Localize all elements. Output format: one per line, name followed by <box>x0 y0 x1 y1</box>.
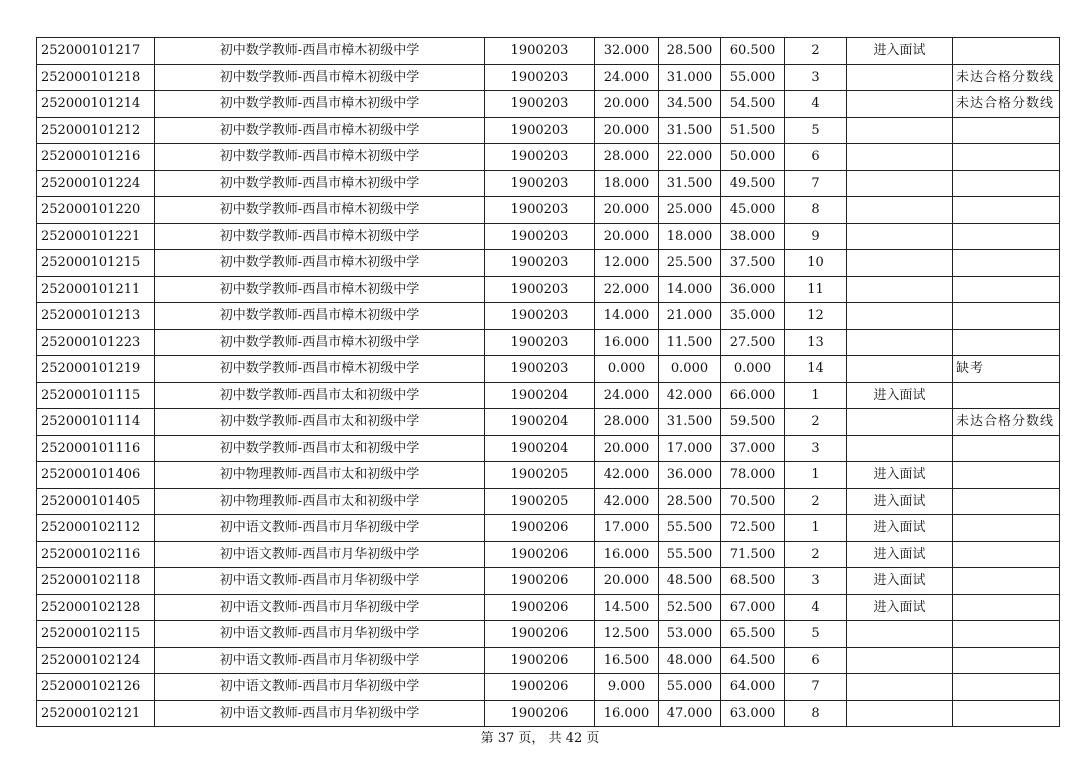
written-score-cell: 0.000 <box>595 356 659 383</box>
remark-cell <box>953 250 1060 277</box>
interview-score-cell: 31.500 <box>659 409 721 436</box>
total-score-cell: 37.500 <box>721 250 785 277</box>
table-row <box>37 382 1060 409</box>
interview-score-cell: 21.000 <box>659 303 721 330</box>
candidate-id-cell: 252000102124 <box>37 647 155 674</box>
remark-cell: 缺考 <box>953 356 1060 383</box>
position-name-cell: 初中数学教师-西昌市樟木初级中学 <box>155 276 485 303</box>
total-score-cell: 78.000 <box>721 462 785 489</box>
rank-cell: 10 <box>785 250 847 277</box>
table-row <box>37 647 1060 674</box>
candidate-id-cell: 252000101406 <box>37 462 155 489</box>
position-code-cell: 1900204 <box>485 409 595 436</box>
candidate-id-cell: 252000102128 <box>37 594 155 621</box>
interview-status-cell: 进入面试 <box>847 515 953 542</box>
interview-status-cell: 进入面试 <box>847 38 953 65</box>
position-code-cell: 1900206 <box>485 594 595 621</box>
position-code-cell: 1900206 <box>485 700 595 727</box>
interview-status-cell: 进入面试 <box>847 568 953 595</box>
table-body <box>37 38 1060 727</box>
interview-status-cell <box>847 700 953 727</box>
written-score-cell: 20.000 <box>595 117 659 144</box>
written-score-cell: 28.000 <box>595 144 659 171</box>
candidate-id-cell: 252000102121 <box>37 700 155 727</box>
rank-cell: 9 <box>785 223 847 250</box>
table-row <box>37 621 1060 648</box>
written-score-cell: 16.000 <box>595 329 659 356</box>
position-code-cell: 1900203 <box>485 356 595 383</box>
remark-cell <box>953 117 1060 144</box>
remark-cell <box>953 541 1060 568</box>
interview-status-cell <box>847 170 953 197</box>
position-name-cell: 初中语文教师-西昌市月华初级中学 <box>155 647 485 674</box>
table-row <box>37 700 1060 727</box>
interview-status-cell <box>847 223 953 250</box>
candidate-id-cell: 252000101224 <box>37 170 155 197</box>
remark-cell <box>953 515 1060 542</box>
table-row <box>37 170 1060 197</box>
total-score-cell: 64.000 <box>721 674 785 701</box>
remark-cell <box>953 276 1060 303</box>
interview-status-cell <box>847 435 953 462</box>
position-name-cell: 初中数学教师-西昌市樟木初级中学 <box>155 303 485 330</box>
remark-cell <box>953 329 1060 356</box>
interview-score-cell: 22.000 <box>659 144 721 171</box>
position-name-cell: 初中数学教师-西昌市太和初级中学 <box>155 435 485 462</box>
interview-score-cell: 17.000 <box>659 435 721 462</box>
rank-cell: 2 <box>785 488 847 515</box>
interview-status-cell <box>847 329 953 356</box>
remark-cell <box>953 488 1060 515</box>
table-row <box>37 38 1060 65</box>
position-code-cell: 1900203 <box>485 170 595 197</box>
interview-score-cell: 55.000 <box>659 674 721 701</box>
remark-cell <box>953 594 1060 621</box>
table-row <box>37 515 1060 542</box>
position-name-cell: 初中数学教师-西昌市樟木初级中学 <box>155 223 485 250</box>
rank-cell: 5 <box>785 117 847 144</box>
remark-cell: 未达合格分数线 <box>953 64 1060 91</box>
remark-cell <box>953 382 1060 409</box>
total-score-cell: 49.500 <box>721 170 785 197</box>
table-row <box>37 223 1060 250</box>
interview-score-cell: 25.500 <box>659 250 721 277</box>
rank-cell: 1 <box>785 382 847 409</box>
total-score-cell: 60.500 <box>721 38 785 65</box>
interview-status-cell <box>847 64 953 91</box>
rank-cell: 4 <box>785 594 847 621</box>
interview-status-cell <box>847 144 953 171</box>
position-code-cell: 1900203 <box>485 250 595 277</box>
position-name-cell: 初中语文教师-西昌市月华初级中学 <box>155 594 485 621</box>
candidate-id-cell: 252000101405 <box>37 488 155 515</box>
table-row <box>37 541 1060 568</box>
total-score-cell: 64.500 <box>721 647 785 674</box>
position-code-cell: 1900204 <box>485 435 595 462</box>
interview-status-cell: 进入面试 <box>847 594 953 621</box>
position-code-cell: 1900203 <box>485 38 595 65</box>
position-code-cell: 1900205 <box>485 488 595 515</box>
candidate-id-cell: 252000101220 <box>37 197 155 224</box>
written-score-cell: 24.000 <box>595 64 659 91</box>
candidate-id-cell: 252000102116 <box>37 541 155 568</box>
candidate-id-cell: 252000101115 <box>37 382 155 409</box>
remark-cell <box>953 568 1060 595</box>
table-row <box>37 64 1060 91</box>
written-score-cell: 17.000 <box>595 515 659 542</box>
written-score-cell: 20.000 <box>595 223 659 250</box>
position-code-cell: 1900206 <box>485 541 595 568</box>
written-score-cell: 18.000 <box>595 170 659 197</box>
interview-score-cell: 53.000 <box>659 621 721 648</box>
table-row <box>37 197 1060 224</box>
written-score-cell: 20.000 <box>595 568 659 595</box>
total-score-cell: 65.500 <box>721 621 785 648</box>
candidate-id-cell: 252000102126 <box>37 674 155 701</box>
position-code-cell: 1900203 <box>485 329 595 356</box>
position-code-cell: 1900206 <box>485 674 595 701</box>
position-name-cell: 初中物理教师-西昌市太和初级中学 <box>155 488 485 515</box>
total-score-cell: 66.000 <box>721 382 785 409</box>
remark-cell <box>953 38 1060 65</box>
table-row <box>37 250 1060 277</box>
position-name-cell: 初中数学教师-西昌市樟木初级中学 <box>155 64 485 91</box>
position-name-cell: 初中数学教师-西昌市太和初级中学 <box>155 409 485 436</box>
interview-status-cell: 进入面试 <box>847 541 953 568</box>
remark-cell <box>953 170 1060 197</box>
candidate-id-cell: 252000101212 <box>37 117 155 144</box>
remark-cell <box>953 647 1060 674</box>
table-row <box>37 303 1060 330</box>
rank-cell: 8 <box>785 197 847 224</box>
table-row <box>37 674 1060 701</box>
remark-cell <box>953 223 1060 250</box>
rank-cell: 6 <box>785 647 847 674</box>
interview-score-cell: 31.500 <box>659 170 721 197</box>
written-score-cell: 14.000 <box>595 303 659 330</box>
remark-cell <box>953 621 1060 648</box>
remark-cell <box>953 435 1060 462</box>
position-name-cell: 初中数学教师-西昌市樟木初级中学 <box>155 38 485 65</box>
position-name-cell: 初中数学教师-西昌市樟木初级中学 <box>155 356 485 383</box>
written-score-cell: 20.000 <box>595 91 659 118</box>
position-name-cell: 初中语文教师-西昌市月华初级中学 <box>155 541 485 568</box>
position-code-cell: 1900203 <box>485 144 595 171</box>
candidate-id-cell: 252000101219 <box>37 356 155 383</box>
interview-status-cell <box>847 250 953 277</box>
total-score-cell: 35.000 <box>721 303 785 330</box>
interview-score-cell: 28.500 <box>659 38 721 65</box>
written-score-cell: 32.000 <box>595 38 659 65</box>
interview-status-cell <box>847 303 953 330</box>
interview-score-cell: 11.500 <box>659 329 721 356</box>
results-table <box>36 37 1060 727</box>
candidate-id-cell: 252000101223 <box>37 329 155 356</box>
rank-cell: 3 <box>785 64 847 91</box>
candidate-id-cell: 252000102112 <box>37 515 155 542</box>
remark-cell <box>953 462 1060 489</box>
rank-cell: 4 <box>785 91 847 118</box>
position-code-cell: 1900206 <box>485 621 595 648</box>
interview-score-cell: 14.000 <box>659 276 721 303</box>
position-name-cell: 初中数学教师-西昌市樟木初级中学 <box>155 144 485 171</box>
rank-cell: 1 <box>785 462 847 489</box>
total-score-cell: 54.500 <box>721 91 785 118</box>
total-score-cell: 51.500 <box>721 117 785 144</box>
position-name-cell: 初中语文教师-西昌市月华初级中学 <box>155 568 485 595</box>
total-score-cell: 50.000 <box>721 144 785 171</box>
candidate-id-cell: 252000101116 <box>37 435 155 462</box>
total-score-cell: 37.000 <box>721 435 785 462</box>
rank-cell: 3 <box>785 568 847 595</box>
interview-score-cell: 55.500 <box>659 515 721 542</box>
position-code-cell: 1900203 <box>485 223 595 250</box>
remark-cell: 未达合格分数线 <box>953 409 1060 436</box>
interview-status-cell <box>847 356 953 383</box>
interview-status-cell <box>847 674 953 701</box>
position-code-cell: 1900206 <box>485 647 595 674</box>
candidate-id-cell: 252000101216 <box>37 144 155 171</box>
written-score-cell: 20.000 <box>595 435 659 462</box>
position-name-cell: 初中物理教师-西昌市太和初级中学 <box>155 462 485 489</box>
position-name-cell: 初中数学教师-西昌市樟木初级中学 <box>155 117 485 144</box>
interview-status-cell <box>847 91 953 118</box>
position-code-cell: 1900203 <box>485 64 595 91</box>
interview-score-cell: 18.000 <box>659 223 721 250</box>
table-row <box>37 276 1060 303</box>
interview-status-cell <box>847 647 953 674</box>
total-score-cell: 68.500 <box>721 568 785 595</box>
position-name-cell: 初中语文教师-西昌市月华初级中学 <box>155 621 485 648</box>
total-score-cell: 36.000 <box>721 276 785 303</box>
candidate-id-cell: 252000101218 <box>37 64 155 91</box>
position-code-cell: 1900203 <box>485 91 595 118</box>
rank-cell: 13 <box>785 329 847 356</box>
written-score-cell: 22.000 <box>595 276 659 303</box>
written-score-cell: 24.000 <box>595 382 659 409</box>
candidate-id-cell: 252000102118 <box>37 568 155 595</box>
total-score-cell: 59.500 <box>721 409 785 436</box>
rank-cell: 2 <box>785 38 847 65</box>
interview-status-cell <box>847 409 953 436</box>
total-score-cell: 63.000 <box>721 700 785 727</box>
interview-score-cell: 28.500 <box>659 488 721 515</box>
interview-score-cell: 47.000 <box>659 700 721 727</box>
written-score-cell: 16.500 <box>595 647 659 674</box>
written-score-cell: 12.500 <box>595 621 659 648</box>
position-code-cell: 1900206 <box>485 515 595 542</box>
remark-cell <box>953 700 1060 727</box>
table-row <box>37 329 1060 356</box>
position-code-cell: 1900203 <box>485 276 595 303</box>
position-name-cell: 初中数学教师-西昌市樟木初级中学 <box>155 170 485 197</box>
interview-status-cell <box>847 117 953 144</box>
interview-score-cell: 52.500 <box>659 594 721 621</box>
interview-score-cell: 34.500 <box>659 91 721 118</box>
interview-score-cell: 55.500 <box>659 541 721 568</box>
rank-cell: 2 <box>785 541 847 568</box>
written-score-cell: 42.000 <box>595 462 659 489</box>
position-code-cell: 1900205 <box>485 462 595 489</box>
written-score-cell: 16.000 <box>595 541 659 568</box>
total-score-cell: 71.500 <box>721 541 785 568</box>
rank-cell: 2 <box>785 409 847 436</box>
candidate-id-cell: 252000102115 <box>37 621 155 648</box>
position-code-cell: 1900203 <box>485 303 595 330</box>
rank-cell: 8 <box>785 700 847 727</box>
table-row <box>37 409 1060 436</box>
position-code-cell: 1900203 <box>485 197 595 224</box>
candidate-id-cell: 252000101221 <box>37 223 155 250</box>
page-footer: 第 37 页， 共 42 页 <box>480 731 600 746</box>
position-name-cell: 初中数学教师-西昌市樟木初级中学 <box>155 197 485 224</box>
table-row <box>37 144 1060 171</box>
total-score-cell: 38.000 <box>721 223 785 250</box>
table-row <box>37 462 1060 489</box>
interview-score-cell: 48.000 <box>659 647 721 674</box>
position-code-cell: 1900204 <box>485 382 595 409</box>
rank-cell: 7 <box>785 170 847 197</box>
interview-status-cell: 进入面试 <box>847 382 953 409</box>
interview-score-cell: 0.000 <box>659 356 721 383</box>
candidate-id-cell: 252000101114 <box>37 409 155 436</box>
table-row <box>37 91 1060 118</box>
interview-score-cell: 25.000 <box>659 197 721 224</box>
rank-cell: 14 <box>785 356 847 383</box>
interview-status-cell <box>847 621 953 648</box>
interview-score-cell: 31.500 <box>659 117 721 144</box>
remark-cell <box>953 303 1060 330</box>
written-score-cell: 20.000 <box>595 197 659 224</box>
written-score-cell: 16.000 <box>595 700 659 727</box>
total-score-cell: 27.500 <box>721 329 785 356</box>
table-row <box>37 568 1060 595</box>
interview-score-cell: 36.000 <box>659 462 721 489</box>
remark-cell <box>953 197 1060 224</box>
total-score-cell: 70.500 <box>721 488 785 515</box>
candidate-id-cell: 252000101215 <box>37 250 155 277</box>
total-score-cell: 0.000 <box>721 356 785 383</box>
rank-cell: 6 <box>785 144 847 171</box>
position-name-cell: 初中数学教师-西昌市樟木初级中学 <box>155 329 485 356</box>
rank-cell: 5 <box>785 621 847 648</box>
candidate-id-cell: 252000101213 <box>37 303 155 330</box>
interview-status-cell: 进入面试 <box>847 462 953 489</box>
table-row <box>37 356 1060 383</box>
position-name-cell: 初中数学教师-西昌市樟木初级中学 <box>155 250 485 277</box>
interview-score-cell: 42.000 <box>659 382 721 409</box>
total-score-cell: 45.000 <box>721 197 785 224</box>
remark-cell <box>953 144 1060 171</box>
written-score-cell: 28.000 <box>595 409 659 436</box>
table-row <box>37 594 1060 621</box>
position-code-cell: 1900203 <box>485 117 595 144</box>
rank-cell: 1 <box>785 515 847 542</box>
remark-cell: 未达合格分数线 <box>953 91 1060 118</box>
candidate-id-cell: 252000101211 <box>37 276 155 303</box>
interview-status-cell <box>847 197 953 224</box>
written-score-cell: 42.000 <box>595 488 659 515</box>
interview-score-cell: 48.500 <box>659 568 721 595</box>
rank-cell: 7 <box>785 674 847 701</box>
position-name-cell: 初中数学教师-西昌市太和初级中学 <box>155 382 485 409</box>
table-row <box>37 488 1060 515</box>
total-score-cell: 55.000 <box>721 64 785 91</box>
written-score-cell: 9.000 <box>595 674 659 701</box>
table-row <box>37 117 1060 144</box>
rank-cell: 3 <box>785 435 847 462</box>
candidate-id-cell: 252000101217 <box>37 38 155 65</box>
interview-score-cell: 31.000 <box>659 64 721 91</box>
position-name-cell: 初中数学教师-西昌市樟木初级中学 <box>155 91 485 118</box>
total-score-cell: 72.500 <box>721 515 785 542</box>
interview-status-cell: 进入面试 <box>847 488 953 515</box>
interview-status-cell <box>847 276 953 303</box>
position-code-cell: 1900206 <box>485 568 595 595</box>
candidate-id-cell: 252000101214 <box>37 91 155 118</box>
remark-cell <box>953 674 1060 701</box>
rank-cell: 12 <box>785 303 847 330</box>
position-name-cell: 初中语文教师-西昌市月华初级中学 <box>155 700 485 727</box>
written-score-cell: 14.500 <box>595 594 659 621</box>
position-name-cell: 初中语文教师-西昌市月华初级中学 <box>155 674 485 701</box>
table-row <box>37 435 1060 462</box>
written-score-cell: 12.000 <box>595 250 659 277</box>
rank-cell: 11 <box>785 276 847 303</box>
total-score-cell: 67.000 <box>721 594 785 621</box>
position-name-cell: 初中语文教师-西昌市月华初级中学 <box>155 515 485 542</box>
